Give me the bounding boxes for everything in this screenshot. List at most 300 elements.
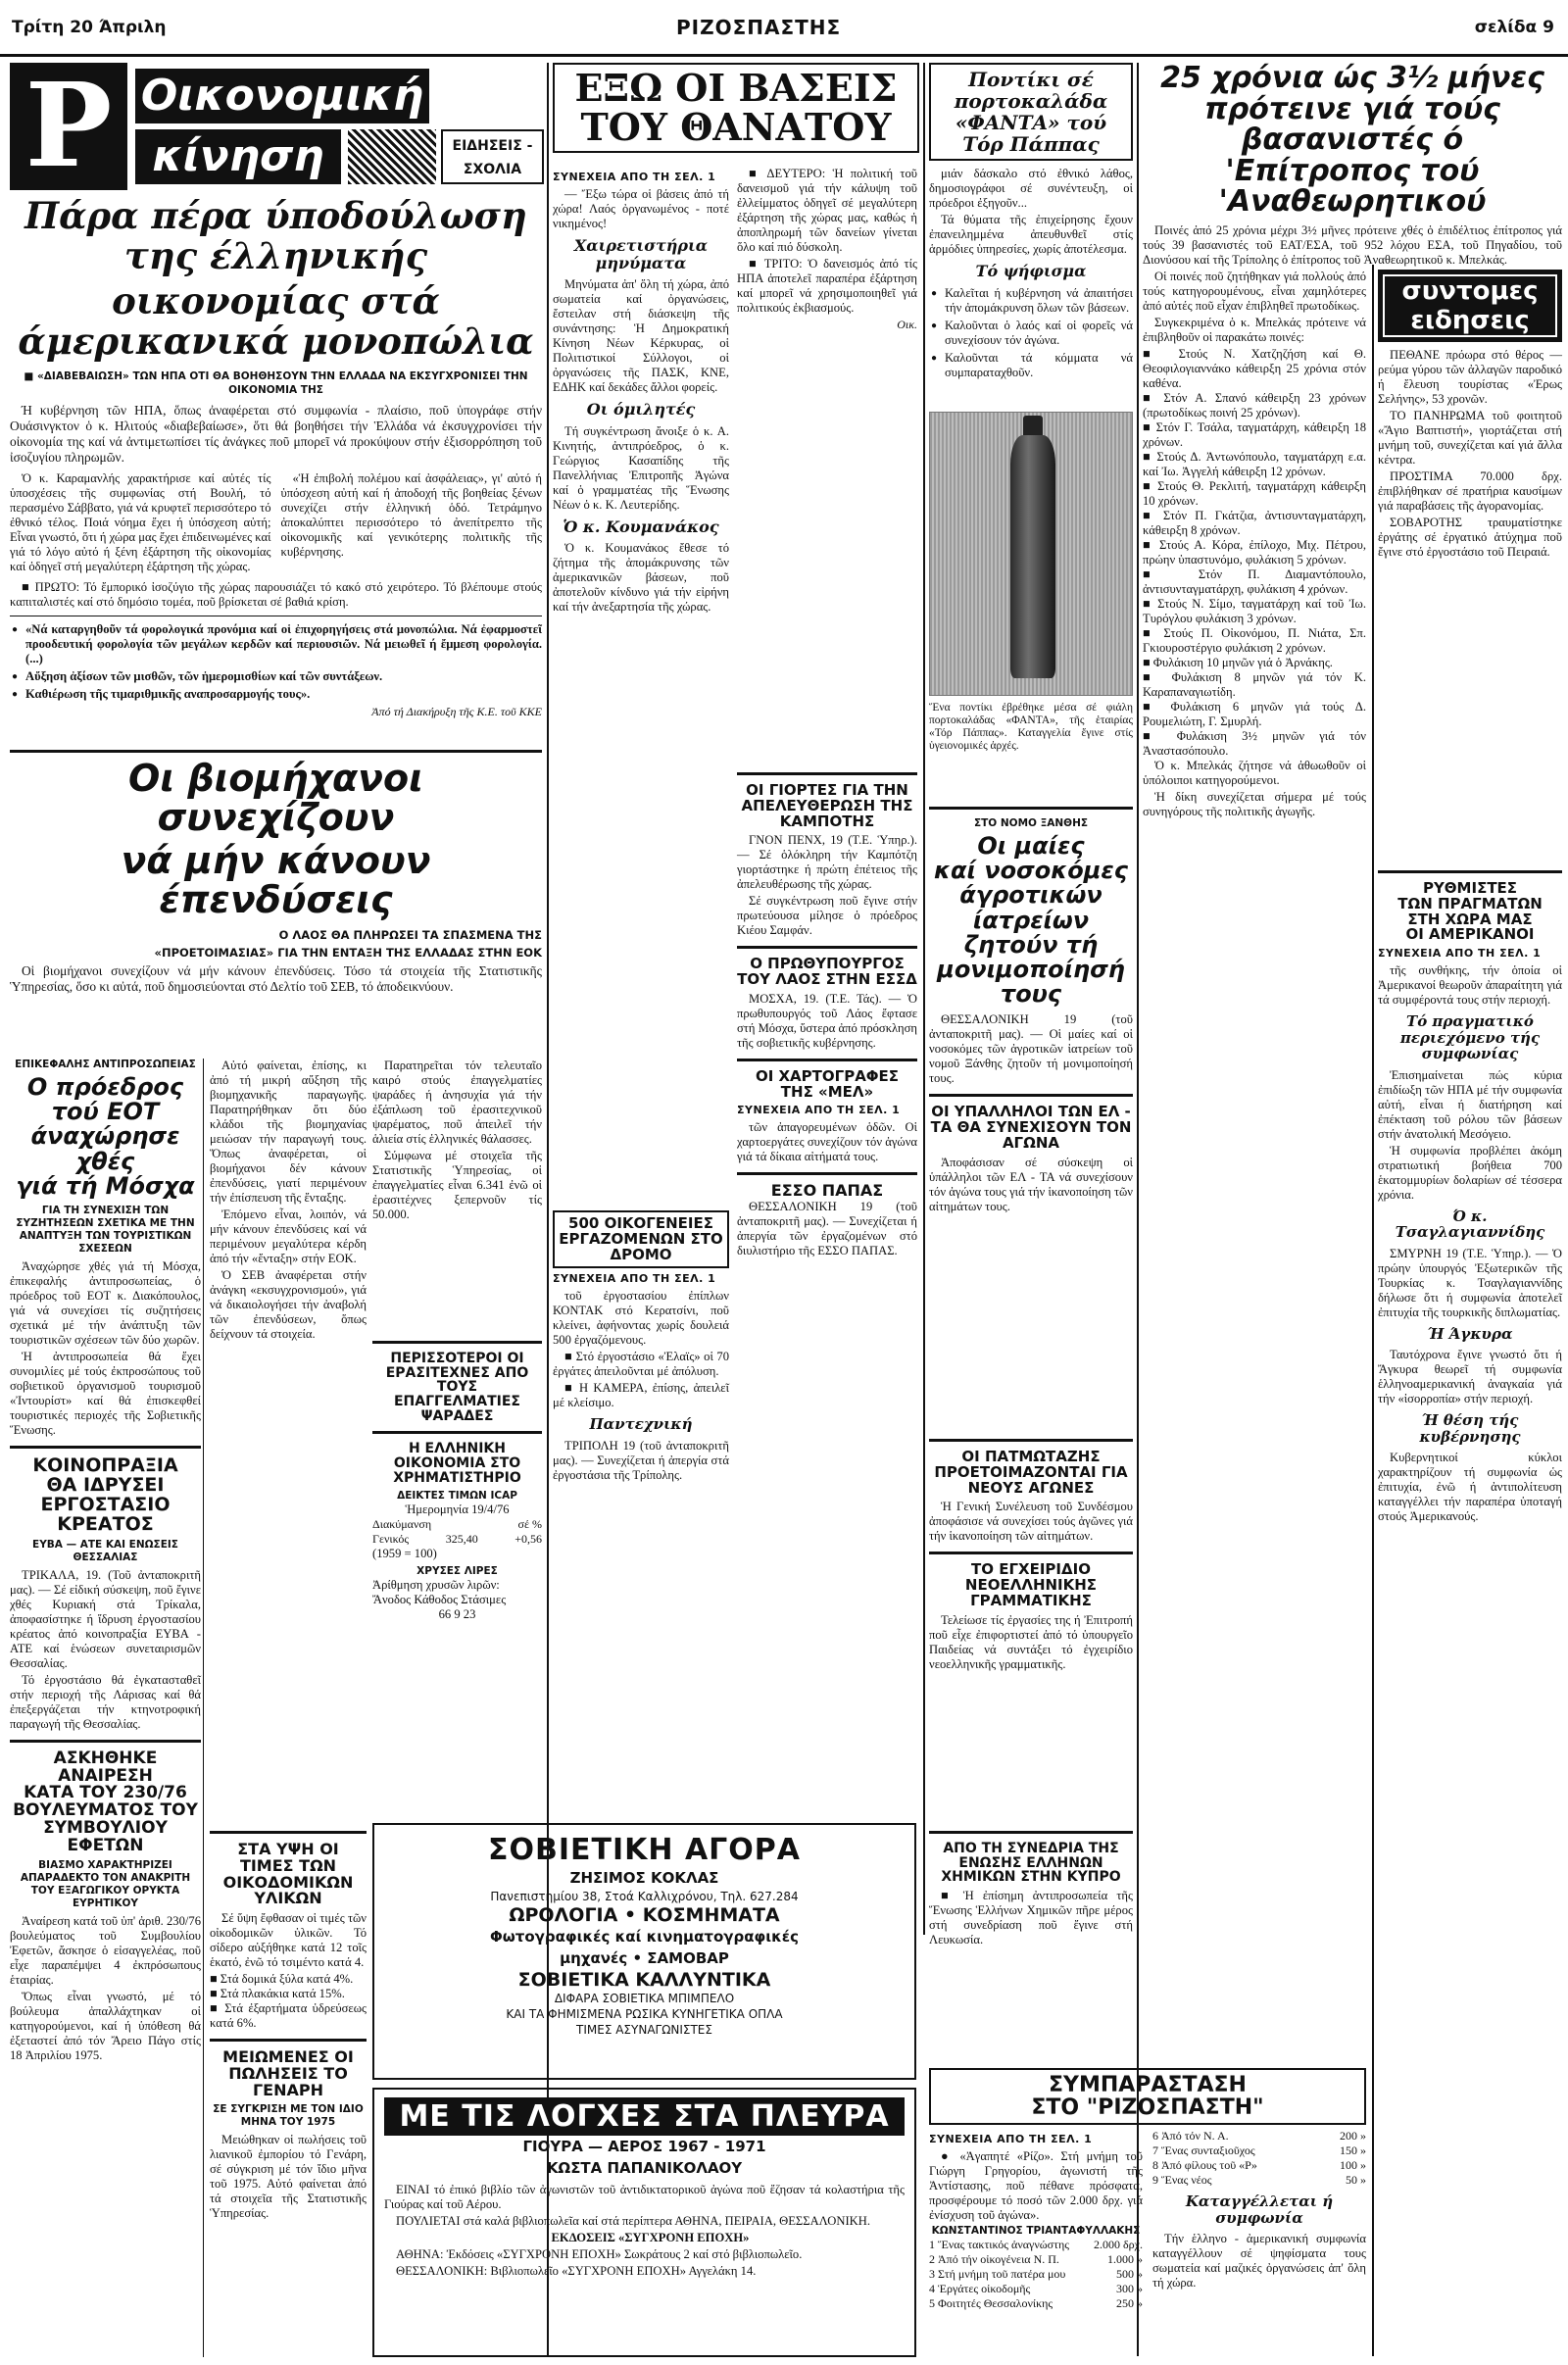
lead-p3: ■ ΠΡΩΤΟ: Τό ἔμπορικό ἰσοζύγιο τῆς χώρας παρουσιάζει τό κακό στό χειρότερο. Τό βλέπουμε στούς καπιταλιστές καί στό δημόσιο τομέα, ποῦ βρίσκεται σέ βαθιά κρίση. [10,579,542,609]
divider [1378,870,1562,873]
sentence-item: ■ Στούς Π. Οἰκονόμου, Π. Νιάτα, Σπ. Γκιουροστέργιο φυλάκιση 2 χρόνων. [1143,626,1366,655]
ad-line: ΩΡΟΛΟΓΙΑ • ΚΟΣΜΗΜΑΤΑ [509,1904,780,1926]
bases-sign: Οικ. [897,318,917,331]
usa-article [1378,862,1562,2357]
midwives-p1: ΘΕΣΣΑΛΟΝΙΚΗ 19 (τοῦ ἀνταποκριτῆ μας). — Οἱ μαίες καί οἱ νοσοκόμες τῶν ἀγροτικῶν ἰατρείων τοῦ νομοῦ Ξάνθης ζητοῦν τή μονιμοποίησή τους. [929,1012,1133,1086]
prof-headline: ΠΕΡΙΣΣΟΤΕΡΟΙ ΟΙ ΕΡΑΣΙΤΕΧΝΕΣ ΑΠΟ ΤΟΥΣ ΕΠΑΓΓΕΛΜΑΤΙΕΣ ΨΑΡΑΔΕΣ [385,1351,529,1424]
donation-row [929,2252,1143,2267]
bases-p3: Τή συγκέντρωση ἄνοιξε ὁ κ. Α. Κινητής, ἀντιπρόεδρος, ὁ κ. Γεώργιος Κασαπίδης τῆς Πανελλήνιας Ἐπιτροπῆς Ἀγώνα καί ὁ γραμματέας τῆς Ἕνωσης Νέων ὁ κ. Κ. Λευτερίδης. [553,423,729,512]
lead-subhead: ■ «ΔΙΑΒΕΒΑΙΩΣΗ» ΤΩΝ ΗΠΑ ΟΤΙ ΘΑ ΒΟΗΘΗΣΟΥΝ ΤΗΝ ΕΛΛΑΔΑ ΝΑ ΕΚΣΥΓΧΡΟΝΙΣΕΙ ΤΗΝ ΟΙΚΟΝΟΜΙΑ ΤΗΣ [24,370,528,396]
divider [737,1172,917,1175]
divider [929,1094,1133,1097]
usa-p2: Ἐπισημαίνεται πώς κύρια ἐπιδίωξη τῶν ΗΠΑ μέ τήν συμφωνία αὐτή, εἶναι ή διατήρηση καί ἐπέκταση τοῦ ρόλου τῶν βάσεων στήν ἀνατολική Μεσόγειο. [1378,1067,1562,1141]
mel-cont: ΣΥΝΕΧΕΙΑ ΑΠΟ ΤΗ ΣΕΛ. 1 [737,1104,901,1117]
loans-body [210,2133,367,2221]
denounce-title: Καταγγέλλεται ή συμφωνία [1185,2193,1334,2227]
solidarity-cont: ΣΥΝΕΧΕΙΑ ΑΠΟ ΤΗ ΣΕΛ. 1 [929,2133,1093,2146]
eot-sub: ΓΙΑ ΤΗ ΣΥΝΕΧΙΣΗ ΤΩΝ ΣΥΖΗΤΗΣΕΩΝ ΣΧΕΤΙΚΑ ΜΕ ΤΗΝ ΑΝΑΠΤΥΞΗ ΤΩΝ ΤΟΥΡΙΣΤΙΚΩΝ ΣΧΕΣΕΩΝ [16,1204,195,1255]
bases-p6: Ὁ κ. Κουμανάκος ἔθεσε τό ζήτημα τῆς ἀπομάκρυνσης τῶν ἀμερικανικῶν βάσεων, ποῦ ἀποτελοῦν κίνδυνο γιά τήν εἰρήνη καί τήν ἀνεξαρτησία τῆς χώρας. [553,541,729,615]
solidarity-article [929,2068,1366,2357]
esso-body [737,1200,917,1258]
paper-name: ΡΙΖΟΣΠΑΣΤΗΣ [676,16,842,39]
book-p5: ΘΕΣΣΑΛΟΝΙΚΗ: Βιβλιοπωλεῖο «ΣΥΓΧΡΟΝΗ ΕΠΟΧΗ» Αγγελάκη 14. [396,2264,757,2278]
book-p1: ΕΙΝΑΙ τό ἐπικό βιβλίο τῶν ἀγωνιστῶν τοῦ ἀντιδικτατορικοῦ ἀγώνα ποῦ ἔζησαν τά κολαστήρια τῆς Γιούρας καί τοῦ Αέρου. [384,2183,905,2211]
torturers-body [1143,270,1366,345]
ad-address: Πανεπιστημίου 38, Στοά Καλλιχρόνου, Τηλ. 627.284 [490,1890,799,1903]
usa-body-5 [1378,1451,1562,1524]
bonds-headline-4: ΣΥΜΒΟΥΛΙΟΥ ΕΦΕΤΩΝ [43,1818,168,1855]
gold-title: ΧΡΥΣΕΣ ΛΙΡΕΣ [416,1564,498,1577]
prime-headline: Ο ΠΡΩΘΥΠΟΥΡΓΟΣ ΤΟΥ ΛΑΟΣ ΣΤΗΝ ΕΣΣΔ [737,955,917,988]
industry-sub-1: Ο ΛΑΟΣ ΘΑ ΠΛΗΡΩΣΕΙ ΤΑ ΣΠΑΣΜΕΝΑ ΤΗΣ [278,927,542,942]
families-p1: τοῦ ἐργοστασίου ἐπίπλων ΚΟΝΤΑΚ στό Κερατσίνι, ποῦ κλείνει, ἀφήνοντας χωρίς δουλειά 500 ἐργαζόμενους. [553,1289,729,1348]
donation-row [929,2282,1143,2296]
donation-label: 7 Ἕνας συνταξιοῦχος [1152,2143,1255,2158]
torturers-p2: Συγκεκριμένα ὁ κ. Μπελκάς πρότεινε νά ἐπιβληθοῦν οἱ παρακάτω ποινές: [1143,316,1366,344]
building-body [210,1911,367,1970]
short-p4: ΣΟΒΑΡΟΤΗΣ τραυματίστηκε ἐργάτης σέ ἐργατικό ἀτύχημα ποῦ ἔγινε στό ἐργοστάσιο τοῦ Πειραιά. [1378,516,1562,559]
logo-letter: Ρ [10,63,127,190]
industry-cont-col-1 [210,1059,367,1803]
meat-p1: ΤΡΙΚΑΛΑ, 19. (Τοῦ ἀνταποκριτῆ μας). — Σέ εἰδική σύσκεψη, ποῦ ἔγινε χθές Κυριακή στά Τρίκαλα, ἀποφασίστηκε ή ἵδρυση ἐργοστασίου κρέατος ἀπό κοινοπραξία ΕΥΒΑ - ΑΤΕ καί ἑνώσεων συνεταιρισμῶν Θεσσαλίας. [10,1567,201,1670]
ad-line: ΣΟΒΙΕΤΙΚΑ ΚΑΛΛΥΝΤΙΚΑ [517,1969,771,1991]
fishermen-article [372,1333,542,1803]
book-p2: ΠΟΥΛΙΕΤΑΙ στά καλά βιβλιοπωλεῖα καί στά περίπτερα ΑΘΗΝΑ, ΠΕΙΡΑΙΑ, ΘΕΣΣΑΛΟΝΙΚΗ. [396,2214,871,2228]
donation-label: 4 Ἑργάτες οἰκοδομῆς [929,2282,1031,2296]
usa-headline-3: ΣΤΗ ΧΩΡΑ ΜΑΣ [1407,910,1533,928]
sentence-item: ■ Στόν Γ. Τσάλα, ταγματάρχη, κάθειρξη 18 χρόνων. [1143,420,1366,449]
torturers-headline-2: πρότεινε γιά τούς βασανιστές ό [1204,91,1500,157]
meat-sub: ΕΥΒΑ — ΑΤΕ ΚΑΙ ΕΝΩΣΕΙΣ ΘΕΣΣΑΛΙΑΣ [32,1538,178,1563]
book-line: ΓΙΟΥΡΑ — ΑΕΡΟΣ 1967 - 1971 [522,2138,766,2155]
donation-label: 5 Φοιτητές Θεσσαλονίκης [929,2296,1054,2311]
short-news-title [1378,270,1562,342]
lead-article [10,196,542,745]
lead-col-2 [281,471,543,576]
donation-value: 100 » [1340,2158,1366,2173]
pontiki-body [929,167,1133,257]
donation-label: 3 Στή μνήμη τοῦ πατέρα μου [929,2267,1066,2282]
usa-gov-title: Ή θέση τής κυβέρνησης [1419,1411,1521,1446]
donation-row [1152,2158,1366,2173]
meat-headline-3: ΕΡΓΟΣΤΑΣΙΟ [40,1493,171,1515]
donation-row [1152,2173,1366,2188]
ela-body [929,1156,1133,1214]
bases-col-1 [553,167,729,1206]
chem-headline: ΑΠΟ ΤΗ ΣΥΝΕΔΡΙΑ ΤΗΣ ΕΝΩΣΗΣ ΕΛΛΗΝΩΝ ΧΗΜΙΚΩΝ ΣΤΗΝ ΚΥΠΡΟ [941,1841,1121,1886]
issue-date: Τρίτη 20 Άπριλη [12,18,167,37]
market-col-2: σέ % [517,1516,542,1531]
market-col-1: Διακύμανση [372,1516,432,1531]
divider [929,1552,1133,1554]
divider [737,772,917,775]
pontiki-p2: Τά θύματα τῆς ἐπιχείρησης ἔχουν ἐπανειλημμένα ἀπευθυνθεῖ στίς ἁρμόδιες ὑπηρεσίες, χωρίς ἀποτέλεσμα. [929,213,1133,256]
eot-headline-2: άναχώρησε χθές [30,1122,180,1175]
building-item: ■ Στά πλακάκια κατά 15%. [210,1987,345,2001]
divider [210,2039,367,2042]
bottle-shape [1010,435,1054,678]
industry-intro-text: Οἱ βιομήχανοι συνεχίζουν νά μήν κάνουν ἐπενδύσεις. Τόσο τά στοιχεία τῆς Στατιστικῆς Ὑπηρεσίας, ὅσο κι αὐτά, ποῦ δημοσιεύονται στό Δελτίο τοῦ ΣΕΒ, τό ἀποδεικνύουν. [10,962,542,994]
bonds-sub: ΒΙΑΣΜΟ ΧΑΡΑΚΤΗΡΙΖΕΙ ΑΠΑΡΑΔΕΚΤΟ ΤΟΝ ΑΝΑΚΡΙΤΗ ΤΟΥ ΕΞΑΓΩΓΙΚΟΥ ΟΡΥΚΤΑ ΕΥΡΗΤΙΚΟΥ [20,1858,191,1909]
kampotis-p1: ΓΝΟΝ ΠΕΝΧ, 19 (Τ.Ε. Ὑπηρ.). — Σέ ὁλόκληρη τήν Καμπότζη γιορτάστηκε ή πρώτη ἐπέτειος τῆς ἀπελευθέρωσης τῆς χώρας. [737,833,917,892]
chem-article [929,1823,1133,2068]
families-p3: ■ Η ΚΑΜΕΡΑ, ἐπίσης, ἀπειλεῖ μέ κλείσιμο. [553,1381,729,1410]
bases-p5: ■ ΤΡΙΤΟ: Ὁ δανεισμός ἀπό τίς ΗΠΑ ἀποτελεῖ παραπέρα ἐξάρτηση καί μπορεῖ νά χρησιμοποιηθεῖ γιά πολιτικούς ἐκβιασμούς. [737,257,917,315]
building-p1: Σέ ὕψη ἔφθασαν οἱ τιμές τῶν οἰκοδομικῶν ὑλικῶν. Τό σίδερο αὐξήθηκε κατά 12 τοῖς ἑκατό, ἐνῶ τό τσιμέντο κατά 4. [210,1911,367,1970]
bases-greet-title: Χαιρετιστήρια μηνύματα [573,236,709,272]
industry-p1: Αὐτό φαίνεται, ἐπίσης, κι ἀπό τή μικρή αὔξηση τῆς βιομηχανικῆς παραγωγῆς. Παρατηρήθηκαν ὅτι δύο κλάδοι τῆς βιομηχανίας μειώσαν τήν παραγωγή τους. Ὅπως ἀναφέρεται, οἱ βιομήχανοι δέν κάνουν ἐπενδύσεις, γιατί περιμένουν τήν ἐπίσπευση τῆς ἔνταξης. [210,1059,367,1205]
pontiki-title-4: Τόρ Πάππας [962,132,1100,156]
book-ad [372,2088,916,2357]
donation-label: 9 Ἕνας νέος [1152,2173,1212,2188]
torturers-headline-1: 25 χρόνια ώς 3½ μήνες [1160,61,1544,95]
solidarity-headline-2: ΣΤΟ "ΡΙΖΟΣΠΑΣΤΗ" [1031,2095,1264,2121]
industry-sub-2: «ΠΡΟΕΤΟΙΜΑΣΙΑΣ» ΓΙΑ ΤΗΝ ΕΝΤΑΞΗ ΤΗΣ ΕΛΛΑΔΑΣ ΣΤΗΝ ΕΟΚ [154,945,542,960]
patmos-column [929,1431,1133,1818]
bases-headline-box [553,63,919,153]
usa-body-3 [1378,1247,1562,1320]
grammar-body [929,1613,1133,1672]
bases-body-1 [553,187,729,231]
market-header [372,1517,542,1532]
bases-speakers-title: Οι όμιλητές [586,400,696,419]
market-date: Ἡμερομηνία 19/4/76 [405,1502,510,1516]
usa-body-4 [1378,1348,1562,1406]
pontiki-title-3: «ΦΑΝΤΑ» τού [955,111,1107,134]
sentence-item: ■ Φυλάκιση 3½ μηνῶν γιά τόν Ἀναστασόπουλο. [1143,729,1366,758]
midwives-body [929,1012,1133,1086]
building-item: ■ Στά ἐξαρτήματα ὑδρεύσεως κατά 6%. [210,2001,367,2031]
usa-ankara-title: Ή Άγκυρα [1427,1324,1513,1343]
column-rule [1137,63,1139,2356]
bases-koumanakos-title: Ὁ κ. Κουμανάκος [563,517,719,536]
bases-body-4 [553,541,729,615]
usa-p5: Ταυτόχρονα ἔγινε γνωστό ὅτι ή Ἄγκυρα θεωρεῖ τή συμφωνία ἑλληνοαμερικανική ἀναγκαία γιά τήν «ἰσορροπία» στήν περιοχή. [1378,1348,1562,1405]
logo-side-label: ΕΙΔΗΣΕΙΣ - ΣΧΟΛΙΑ [441,129,544,184]
prof-body [372,1059,542,1222]
ad-line: ΤΙΜΕΣ ΑΣΥΝΑΓΩΝΙΣΤΕΣ [576,2023,712,2037]
bonds-headline-3: ΒΟΥΛΕΥΜΑΤΟΣ ΤΟΥ [13,1800,198,1821]
kampotis-p2: Σέ συγκέντρωση ποῦ ἔγινε στήν πρωτεύουσα μίλησε ὁ πρόεδρος Κιέου Σαμφάν. [737,894,917,938]
solidarity-col-2 [1152,2129,1366,2311]
book-body [384,2183,905,2279]
families-body [553,1289,729,1410]
usa-real-title: Τό πραγματικό περιεχόμενο τής συμφωνίας [1399,1012,1541,1062]
families-headline: 500 ΟΙΚΟΓΕΝΕΙΕΣ ΕΡΓΑΖΟΜΕΝΩΝ ΣΤΟ ΔΡΟΜΟ [559,1214,723,1263]
meat-headline-2: ΘΑ ΙΔΡΥΣΕΙ [46,1473,165,1496]
solidarity-box [929,2068,1366,2125]
chem-body [929,1889,1133,1947]
eot-body [10,1259,201,1438]
eot-p1: Ἀναχώρησε χθές γιά τή Μόσχα, ἐπικεφαλής ἀντιπροσωπείας, ὁ πρόεδρος τοῦ ΕΟΤ κ. Διακόπουλος, γιά νά συνεχίσει τίς συζητήσεις σχετικά μέ τήν ἀνάπτυξη τῶν τουριστικῶν σχέσεων τῶν δύο χωρῶν. [10,1258,201,1347]
eot-headline-1: Ο πρόεδρος τού ΕΟΤ [26,1073,184,1126]
torturers-head [1143,61,1562,267]
esso-title: ΕΣΣΟ ΠΑΠΑΣ [770,1181,884,1201]
lead-bullet: ● «Νά καταργηθοῦν τά φορολογικά προνόμια καί οἱ ἐπιχορηγήσεις στά μονοπώλια. Νά ἐφαρμοστεῖ προοδευτική φορολογία τῶν μεγάλων κερδῶν καί περιουσιῶν. Νά μειωθεῖ ή ἔμμεση φορολογία. (...) [10,622,542,666]
short-news-body [1378,348,1562,560]
loans-sub: ΣΕ ΣΥΓΚΡΙΣΗ ΜΕ ΤΟΝ ΙΔΙΟ ΜΗΝΑ ΤΟΥ 1975 [213,2102,364,2128]
bonds-headline-1: ΑΣΚΗΘΗΚΕ ΑΝΑΙΡΕΣΗ [53,1748,158,1786]
bases-col-2 [737,167,917,755]
donation-value: 200 » [1340,2129,1366,2143]
patmos-headline: ΟΙ ΠΑΤΜΩΤΑΖΗΣ ΠΡΟΕΤΟΙΜΑΖΟΝΤΑΙ ΓΙΑ ΝΕΟΥΣ ΑΓΩΝΕΣ [934,1448,1128,1497]
grammar-headline: ΤΟ ΕΓΧΕΙΡΙΔΙΟ ΝΕΟΕΛΛΗΝΙΚΗΣ ΓΡΑΜΜΑΤΙΚΗΣ [964,1560,1098,1609]
bases-body-3 [553,424,729,513]
pantechnic-p1: ΤΡΙΠΟΛΗ 19 (τοῦ ἀνταποκριτῆ μας). — Συνεχίζεται ή ἀπεργία στά ἐργοστάσια τῆς Τρίπολης. [553,1438,729,1482]
ad-line: ΚΑΙ ΤΑ ΦΗΜΙΣΜΕΝΑ ΡΩΣΙΚΑ ΚΥΝΗΓΕΤΙΚΑ ΟΠΛΑ [506,2007,783,2021]
vote-bullet: ● Καλεῖται ή κυβέρνηση νά ἀπαιτήσει τήν ἀπομάκρυνση ὅλων τῶν βάσεων. [929,286,1133,316]
bases-cont: ΣΥΝΕΧΕΙΑ ΑΠΟ ΤΗ ΣΕΛ. 1 [553,171,716,183]
section-logo [10,57,544,193]
usa-p4: ΣΜΥΡΝΗ 19 (Τ.Ε. Ὑπηρ.). — Ὁ πρώην ὑπουργός Ἐξωτερικῶν τῆς Τουρκίας κ. Τσαγλαγιαννίδης δήλωσε ὅτι ή συμφωνία ἀποτελεῖ ἐπιτυχία τῆς τουρκικῆς διπλωματίας. [1378,1246,1562,1319]
mel-body [737,1120,917,1164]
chem-p1: ■ Ἡ ἐπίσημη ἀντιπροσωπεία τῆς Ἕνωσης Ἑλλήνων Χημικῶν πῆρε μέρος στή συνεδρίαση ποῦ ἔγινε στή Λευκωσία. [929,1889,1133,1947]
pontiki-title-2: πορτοκαλάδα [954,89,1108,113]
ad-line: ΔΙΦΑΡΑ ΣΟΒΙΕΤΙΚΑ ΜΠΙΜΠΕΛΟ [554,1992,735,2005]
sentence-item: ■ Στόν Α. Σπανό κάθειρξη 23 χρόνων (πρωτοδίκως ποινή 25 χρόνων). [1143,391,1366,419]
sentence-item: ■ Στόν Π. Διαμαντόπουλο, ἀντισυνταγματάρχη, φυλάκιση 4 χρόνων. [1143,567,1366,596]
column-rule [1372,265,1374,2356]
page-number: σελίδα 9 [1474,18,1554,37]
esso-p1: ΘΕΣΣΑΛΟΝΙΚΗ 19 (τοῦ ἀνταποκριτῆ μας). — Συνεχίζεται ή ἀπεργία τῶν ἐργαζομένων στό διυλιστήριο τῆς ΕΣΣΟ ΠΑΠΑΣ. [737,1200,917,1258]
solidarity-p1: ● «Ἀγαπητέ «Ρίζο». Στή μνήμη τοῦ Γιώργη Γρηγορίου, ἀγωνιστή τῆς Ἀντίστασης, ποῦ πέθανε πρόσφατα, προσφέρουμε τό ποσό τῶν 2.000 δρχ. γιά ἐνίσχυση τοῦ ἀγώνα». [929,2149,1143,2223]
lead-p1: Ὁ κ. Καραμανλής χαρακτήρισε καί αὐτές τίς ὑποσχέσεις τῆς συμφωνίας στή Βουλή, τό περασμένο Σάββατο, γιά νά κρυφτεῖ περισσότερο τό ἐθνικό τέλος. Ποιά νόημα ἔχει ή ὑπόσχεση αὐτή; Εἶναι γνωστό, ὅτι ή χώρα μας ἔχει ἐπιδεινωμένες καί γιά τό λόγο αὐτό ή ξένη ἐξάρτηση τῆς οἰκονομίας καί ὁδηγεῖ στή μεγαλύτερη ἐξάρτηση τῆς χώρας. [10,470,271,573]
bases-headline-1: ΕΞΩ ΟΙ ΒΑΣΕΙΣ [574,66,898,110]
solidarity-sign: ΚΩΝΣΤΑΝΤΙΝΟΣ ΤΡΙΑΝΤΑΦΥΛΛΑΚΗΣ [931,2225,1141,2238]
industry-headline-1: Οι βιομήχανοι συνεχίζουν [128,757,423,839]
ad-line: Φωτογραφικές καί κινηματογραφικές [489,1928,799,1946]
families-cont: ΣΥΝΕΧΕΙΑ ΑΠΟ ΤΗ ΣΕΛ. 1 [553,1272,716,1286]
torturers-intro-text: Ποινές ἀπό 25 χρόνια μέχρι 3½ μῆνες πρότεινε χθές ὁ ἐπιδέλτιος ἐπίτροπος γιά τούς 39 βασανιστές τοῦ ΕΑΤ/ΕΣΑ, τοῦ 952 λόχου ΕΣΑ, τοῦ Πηγαδίου, τοῦ Διονύσου καί τῆς Τρίπολης ὁ ἐπίτροπος τοῦ Ἀναθεωρητικοῦ κ. Μπελκάς. [1143,222,1562,267]
donation-row [929,2296,1143,2311]
donation-value: 2.000 δρχ. [1094,2238,1143,2252]
divider [10,1446,201,1449]
solidarity-body [929,2149,1143,2223]
usa-tsag-title: Ό κ. Τσαγλαγιαννίδης [1395,1207,1545,1241]
donation-value: 500 » [1116,2267,1143,2282]
usa-body-2 [1378,1068,1562,1203]
usa-headline-4: ΟΙ ΑΜΕΡΙΚΑΝΟΙ [1405,925,1535,944]
industry-p3: Ὁ ΣΕΒ ἀναφέρεται στήν ἀνάγκη «εκσυγχρονισμού», γιά νά δικαιολογήσει τήν ἀναβολή τῶν ἐπενδύσεων, ὅπως δείχνουν τά στοιχεία. [210,1268,367,1341]
lead-bullet: ● Αὔξηση ἀξίσων τῶν μισθῶν, τῶν ἡμερομισθίων καί τῶν συντάξεων. [10,669,542,684]
photo-caption: Ἕνα ποντίκι ἐβρέθηκε μέσα σέ φιάλη πορτοκαλάδας «ΦΑΝΤΑ», τῆς ἑταιρίας «Τόρ Πάππας». Καταγγελία ἔγινε στίς ὑγειονομικές ἀρχές. [929,702,1133,752]
market-row-label: Γενικός [372,1531,410,1546]
donation-value: 1.000 » [1107,2252,1143,2267]
usa-headline-1: ΡΥΘΜΙΣΤΕΣ [1422,879,1518,897]
mid-right-column [737,764,917,1818]
usa-p3: Ἡ συμφωνία προβλέπει ἀκόμη στρατιωτική βοήθεια 700 ἑκατομμυρίων δολαρίων σέ τέσσερα χρόνια. [1378,1143,1562,1202]
industry-body-1 [210,1059,367,1342]
usa-body-1 [1378,963,1562,1008]
market-row-v1: 325,40 [445,1531,478,1546]
gold-line: Ἀρίθμηση χρυσῶν λιρῶν: [372,1577,500,1592]
book-author: ΚΩΣΤΑ ΠΑΠΑΝΙΚΟΛΑΟΥ [546,2159,743,2177]
midwives-headline-1: Οι μαίες [977,832,1085,860]
midwives-headline-4: ίατρείων ζητούν τή [963,906,1099,959]
ad-owner: ΖΗΣΙΜΟΣ ΚΟΚΛΑΣ [569,1869,719,1887]
bonds-p1: Ἀναίρεση κατά τοῦ ὑπ' ἀριθ. 230/76 βουλεύματος τοῦ Συμβουλίου Ἐφετῶν, ἄσκησε ὁ εἰσαγγελέας, ποῦ εἶχε παραπέμψει 4 ἐκπρόσωπους ἑταιρίας. [10,1913,201,1987]
pantechnic-body [553,1439,729,1483]
divider [929,1831,1133,1834]
short-p3: ΠΡΟΣΤΙΜΑ 70.000 δρχ. ἐπιβλήθηκαν σέ πρατήρια καυσίμων γιά παραβάσεις τῆς ἀγορανομίας. [1378,469,1562,513]
bases-p4: ■ ΔΕΥΤΕΡΟ: Ἡ πολιτική τοῦ δανεισμοῦ γιά τήν κάλυψη τοῦ ἐλλείμματος ὁδηγεῖ σέ μεγαλύτερη ἐξάρτηση τῆς χώρας μας, καθώς ἡ ἀποπληρωμή τῶν δανείων γίνεται ὅλο καί πιό δύσκολη. [737,167,917,254]
bonds-p2: Ὅπως εἶναι γνωστό, μέ τό βούλευμα ἀπαλλάχτηκαν οἱ κατηγορούμενοι, καί ή ὑπόθεση θά ἐξεταστεί ἀπό τόν Ἄρειο Πάγο στίς 18 Ἀπριλίου 1975. [10,1989,201,2062]
torturers-intro [1143,223,1562,268]
eot-p2: Ἡ ἀντιπροσωπεία θά ἔχει συνομιλίες μέ τούς ἐκπροσώπους τοῦ σοβιετικοῦ ὀργανισμοῦ τουρισμοῦ «Ἰντουρίστ» καί θά ἐπισκεφθεί τουριστικές περιοχές τῆς Σοβιετικῆς Ἕνωσης. [10,1349,201,1437]
masthead [0,0,1568,57]
divider [372,1431,542,1434]
grammar-p1: Τελείωσε τίς ἐργασίες της ή Ἐπιτροπή ποῦ εἶχε ἐπιφορτιστεί ἀπό τό ὑπουργεῖο Παιδείας νά συντάξει τό ἐγχειρίδιο νεοελληνικῆς γραμματικῆς. [929,1612,1133,1671]
short-p2: ΤΟ ΠΑΝΗΡΩΜΑ τοῦ φοιτητοῦ «Ἄγιο Βαπτιστή», γιορτάζεται στή μνήμη τοῦ, συνεχίζεται καί γιά ἄλλα κέντρα. [1378,409,1562,467]
mel-headline: ΟΙ ΧΑΡΤΟΓΡΑΦΕΣ ΤΗΣ «ΜΕΛ» [755,1066,900,1101]
logo-line-2: κίνηση [135,129,341,184]
lead-headline-2: οικονομίας στά άμερικανικά μονοπώλια [18,279,534,364]
pantechnic-title: Παντεχνική [589,1415,693,1434]
divider [929,807,1133,810]
lead-headline-1: Πάρα πέρα ύποδούλωση της έλληνικής [24,194,527,277]
market-row [372,1532,542,1547]
denounce-p: Τήν ἑλληνο - ἀμερικανική συμφωνία καταγγέλλουν σέ ψηφίσματα τους σωματεία καί μαζικές ὀργανώσεις ἀπ' ὅλη τή χώρα. [1152,2232,1366,2291]
divider [929,1439,1133,1442]
bases-headline-2: ΤΟΥ ΘΑΝΑΤΟΥ [580,104,892,149]
patmos-body [929,1500,1133,1544]
midwives-headline-5: μονιμοποίησή τους [937,955,1125,1009]
usa-headline-2: ΤΩΝ ΠΡΑΓΜΑΤΩΝ [1397,894,1543,912]
lead-columns [10,471,542,576]
donation-row [1152,2143,1366,2158]
torturers-p3: Ὁ κ. Μπελκάς ζήτησε νά ἀθωωθοῦν οἱ ὑπόλοιποι κατηγορούμενοι. [1143,759,1366,787]
donation-row [929,2267,1143,2282]
sentence-item: ■ Στούς Ν. Χατζηζήση καί Θ. Θεοφιλογιαννάκο κάθειρξη 25 χρόνια στόν καθένα. [1143,347,1366,390]
meat-headline-4: ΚΡΕΑΤΟΣ [57,1512,154,1535]
divider [10,750,542,753]
donation-label: 2 Ἀπό τήν οἰκογένεια Ν. Π. [929,2252,1059,2267]
donation-row [1152,2129,1366,2143]
loans-headline: ΜΕΙΩΜΕΝΕΣ ΟΙ ΠΩΛΗΣΕΙΣ ΤΟ ΓΕΝΑΡΗ [222,2047,354,2099]
torturers-p4: Ἡ δίκη συνεχίζεται σήμερα μέ τούς συνηγόρους τῆς πολιτικῆς ἀγωγῆς. [1143,790,1366,818]
industry-intro [10,963,542,995]
sentence-item: ■ Φυλάκιση 8 μηνῶν γιά τόν Κ. Καραπαναγιωτίδη. [1143,670,1366,699]
eot-headline-3: γιά τή Μόσχα [16,1171,195,1200]
book-p4: ΑΘΗΝΑ: Ἐκδόσεις «ΣΥΓΧΡΟΝΗ ΕΠΟΧΗ» Σωκράτους 2 καί στό βιβλιοπωλεῖο. [396,2247,803,2261]
families-article [553,1210,729,1818]
building-headline: ΣΤΑ ΥΨΗ ΟΙ ΤΙΜΕΣ ΤΩΝ ΟΙΚΟΔΟΜΙΚΩΝ ΥΛΙΚΩΝ [222,1840,354,1908]
donation-label: 1 Ἕνας τακτικός ἀναγνώστης [929,2238,1070,2252]
left-narrow-column [10,1059,201,2357]
loans-p1: Μειώθηκαν οἱ πωλήσεις τοῦ λιανικοῦ ἐμπορίου τό Γενάρη, σέ σύγκριση μέ τόν ἴδιο μῆνα τοῦ 1975. Αὐτό φαίνεται ἀπό τά στοιχεῖα τῆς Στατιστικῆς Ὑπηρεσίας. [210,2132,367,2220]
ad-title: ΣΟΒΙΕΤΙΚΗ ΑΓΟΡΑ [488,1833,801,1867]
sentence-item: ■ Στούς Δ. Ἀντωνόπουλο, ταγματάρχη ε.α. καί Ἰω. Ἀγγελή κάθειρξη 12 χρόνων. [1143,450,1366,478]
solidarity-col-1 [929,2129,1143,2311]
bases-body-2 [553,277,729,395]
market-row-v2: +0,56 [514,1531,542,1546]
solidarity-headline-1: ΣΥΜΠΑΡΑΣΤΑΣΗ [1049,2073,1247,2097]
lead-intro [10,403,542,466]
ad-line: μηχανές • ΣΑΜΟΒΑΡ [560,1949,729,1967]
lead-bullet: ● Καθιέρωση τῆς τιμαριθμικῆς αναπροσαρμογής τους». [10,687,542,702]
prof-p1: Παρατηρεῖται τόν τελευταῖο καιρό στούς ἐπαγγελματίες ψαράδες ή ἀνησυχία γιά τήν ἐξάπλωση τοῦ ἐρασιτεχνικοῦ ψαρέματος, ποῦ ἀπειλεῖ τήν ἁλιεία στίς ἑλληνικές θάλασσες. [372,1059,542,1146]
lead-col-3 [10,580,542,610]
solidarity-columns [929,2129,1366,2311]
short-news-title-1: συντομες [1401,276,1539,306]
ela-p1: Ἀποφάσισαν σέ σύσκεψη οἱ ὑπάλληλοι τῶν ΕΛ - ΤΑ νά συνεχίσουν τόν ἀγώνα τους γιά τήν ἱκανοποίηση τῶν αἰτημάτων τους. [929,1155,1133,1213]
bases-p2: Μηνύματα ἀπ' ὅλη τή χώρα, ἀπό σωματεία καί ὀργανώσεις, ἔστειλαν στή διάσκεψη τῆς συνάντησης: Ἡ Δημοκρατική Κίνηση Νέων Κέρκυρας, οἱ Πολιτιστικοί Σύλλογοι, οἱ ὀργανώσεις τῆς ΠΑΣΚ, ΚΝΕ, ΕΔΗΚ καί δεκάδες ἄλλοι φορείς. [553,277,729,395]
pontiki-p1: μιάν δάσκαλο στό ἐθνικό λάθος, δημοσιογράφοι σέ συνέντευξη, οἱ πρόεδροι ἐξηγοῦν... [929,167,1133,210]
lead-p2: «Ἡ ἐπιβολή πολέμου καί ἀσφάλειας», γι' αὐτό ή ὑπόσχεση αὐτή καί ή ἀποδοχή τῆς βοηθείας ξένων συνεχίζει στήν ἑλληνική ὁδό. Τετράμηνο ἀποκαλύπτει περισσότερο τό ἀνεπίτρεπτο τῆς οἰκονομικῆς καί γενικότερης πολιτικῆς τῆς κυβέρνησης. [280,470,542,559]
prime-body [737,992,917,1051]
eot-kicker: ΕΠΙΚΕΦΑΛΗΣ ΑΝΤΙΠΡΟΣΩΠΕΙΑΣ [15,1059,196,1070]
industry-article [10,757,542,1054]
divider [372,1341,542,1344]
vote-title: Τό ψήφισμα [975,262,1087,280]
mel-p1: τῶν ἀπαγορευμένων ὁδῶν. Οἱ χαρτοεργάτες συνεχίζουν τόν ἀγώνα γιά τά δίκαια αἰτήματά τους. [737,1120,917,1164]
book-p3: ΕΚΔΟΣΕΙΣ «ΣΥΓΧΡΟΝΗ ΕΠΟΧΗ» [551,2231,750,2244]
book-title: ΜΕ ΤΙΣ ΛΟΓΧΕΣ ΣΤΑ ΠΛΕΥΡΑ [384,2097,905,2136]
ela-headline: ΟΙ ΥΠΑΛΛΗΛΟΙ ΤΩΝ ΕΛ - ΤΑ ΘΑ ΣΥΝΕΧΙΣΟΥΝ ΤΟΝ ΑΓΩΝΑ [930,1103,1132,1152]
pontiki-title-1: Ποντίκι σέ [968,68,1094,91]
vote-bullet: ● Καλοῦνται τά κόμματα νά συμπαραταχθοῦν. [929,351,1133,380]
sentence-item: ■ Φυλάκιση 10 μηνῶν γιά ὁ Ἀρνάκης. [1143,656,1333,669]
bases-body-5 [737,167,917,316]
torturers-p1: Οἱ ποινές ποῦ ζητήθηκαν γιά πολλούς ἀπό τούς κατηγορουμένους, εἶναι χαμηλότερες ἀπό αὐτές ποῦ εἶχαν ἐπιβληθεῖ πρωτοδίκως. [1143,270,1366,313]
short-news [1378,270,1562,858]
donation-label: 8 Ἀπό φίλους τοῦ «Ρ» [1152,2158,1257,2173]
torturers-closing [1143,759,1366,819]
kampotis-body [737,833,917,938]
midwives-article [929,799,1133,1426]
bonds-headline-2: ΚΑΤΑ ΤΟΥ 230/76 [24,1783,187,1803]
bottle-photo [929,412,1133,696]
prime-p1: ΜΟΣΧΑ, 19. (Τ.Ε. Τάς). — Ὁ πρωθυπουργός τοῦ Λάος ἔφτασε στή Μόσχα, ὕστερα ἀπό πρόσκληση τῆς σοβιετικῆς κυβέρνησης. [737,991,917,1050]
lead-intro-text: Ή κυβέρνηση τῶν ΗΠΑ, ὅπως ἀναφέρεται στό συμφωνία - πλαίσιο, ποῦ ὑπογράφε στήν Ουάσινγκτον ὁ κ. Ηλιτούς «διαβεβαίωσε», ὅτι θά βοηθήσει τήν Ἑλλάδα νά ἐκσυγχρονίσει τήν οἰκονομία της καί νά ἀντιμετωπίσει τίς ἀνάγκες ποῦ μπορεῖ νά προκύψουν στήν ἐξισορρόπηση τοῦ ἰσοζυγίου πληρωμῶν. [10,402,542,465]
sentence-item: ■ Στούς Θ. Ρεκλιτή, ταγματάρχη κάθειρξη 10 χρόνων. [1143,479,1366,508]
meat-p2: Τό ἐργοστάσιο θά ἐγκατασταθεῖ στήν περιοχή τῆς Λάρισας καί θά ἐπεξεργάζεται τήν κτηνοτροφική παραγωγή τῆς Θεσσαλίας. [10,1672,201,1731]
donation-value: 250 » [1116,2296,1143,2311]
pontiki-headline-box [929,63,1133,161]
gold-vals: 66 9 23 [438,1606,476,1621]
soviet-market-ad [372,1823,916,2080]
midwives-kicker: ΣΤΟ ΝΟΜΟ ΞΑΝΘΗΣ [973,817,1089,829]
prof-p2: Σύμφωνα μέ στοιχεῖα τῆς Στατιστικῆς Ὑπηρεσίας, οἱ ἐπαγγελματίες εἶναι 6.341 ἐνῶ οἱ ἐρασιτέχνες ξεπερνοῦν τίς 50.000. [372,1149,542,1221]
sentence-item: ■ Στόν Π. Γκάτζια, ἀντισυνταγματάρχη, κάθειρξη 8 χρόνων. [1143,509,1366,537]
short-p1: ΠΕΘΑΝΕ πρόωρα στό θέρος — ρεύμα γύρου τῶν ἀλλαγῶν παροδικό ή ἔλευση τουρίστας «Ἐρως Σελήνης», 53 χρονῶν. [1378,348,1562,406]
divider [210,1831,367,1834]
bases-p1: — Ἔξω τώρα οἱ βάσεις ἀπό τή χώρα! Λαός ὀργανωμένος - ποτέ νικημένος! [553,187,729,230]
sentence-item: ■ Στούς Α. Κόρα, ἐπίλοχο, Μιχ. Πέτρου, πρώην ὑπαστυνόμο, φυλάκιση 5 χρόνων. [1143,538,1366,567]
bonds-body [10,1914,201,2063]
industry-p2: Ἐπόμενο εἶναι, λοιπόν, νά μήν κάνουν ἐπενδύσεις καί νά περιμένουν μεγαλύτερα κέρδη ἀπό τήν «ἔνταξη» στήν ΕΟΚ. [210,1207,367,1265]
logo-hatch-pattern [348,129,436,184]
torturers-list [1143,270,1366,1299]
sentence-item: ■ Στούς Ν. Σίμο, ταγματάρχη καί τοῦ Ἰω. Τυρόγλου φυλάκιση 3 χρόνων. [1143,597,1366,625]
torturers-headline-3: 'Επίτροπος τού 'Αναθεωρητικού [1218,153,1487,219]
usa-p6: Κυβερνητικοί κύκλοι χαρακτηρίζουν τή συμφωνία ὡς ἐπιτυχία, ἐνῶ ή ἀντιπολίτευση καταγγέλλει τήν παραπέρα ὑποταγή στούς Ἀμερικανούς. [1378,1451,1562,1523]
divider [737,946,917,949]
logo-line-1: Οικονομική [135,69,429,123]
industry-headline-2: νά μήν κάνουν έπενδύσεις [121,838,431,921]
usa-p1: τῆς συνθήκης, τήν ὁποία οἱ Ἀμερικανοί θεωροῦν ἀπαραίτητη γιά τά συμφέροντά τους στήν περιοχή. [1378,963,1562,1007]
donation-label: 6 Ἀπό τόν Ν. Α. [1152,2129,1229,2143]
short-news-title-2: ειδησεις [1410,306,1530,335]
market-headline: Η ΕΛΛΗΝΙΚΗ ΟΙΚΟΝΟΜΙΑ ΣΤΟ ΧΡΗΜΑΤΙΣΤΗΡΙΟ [393,1441,521,1486]
usa-cont: ΣΥΝΕΧΕΙΑ ΑΠΟ ΤΗ ΣΕΛ. 1 [1378,947,1542,960]
donation-value: 300 » [1116,2282,1143,2296]
column-rule [923,63,925,1935]
midwives-headline-3: άγροτικών [959,881,1102,910]
families-box [553,1210,729,1268]
midwives-headline-2: καί νοσοκόμες [933,857,1129,885]
meat-body [10,1568,201,1732]
